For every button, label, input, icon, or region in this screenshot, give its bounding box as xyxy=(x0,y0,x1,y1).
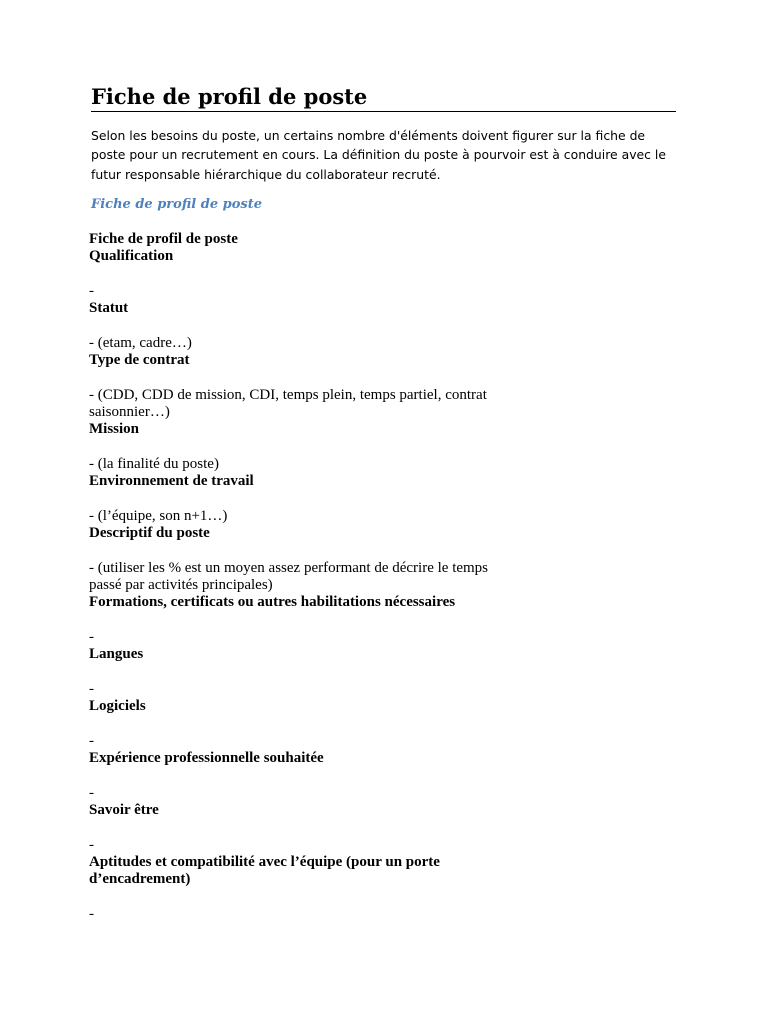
field-label-formations: Formations, certificats ou autres habilitations nécessaires xyxy=(89,594,456,610)
document-title: Fiche de profil de poste xyxy=(91,84,676,112)
field-label-langues: Langues xyxy=(89,646,144,662)
field-value-langues: - xyxy=(89,681,94,697)
field-label-mission: Mission xyxy=(89,421,140,437)
field-value-logiciels: - xyxy=(89,733,94,749)
field-value-experience: - xyxy=(89,785,94,801)
field-label-environnement: Environnement de travail xyxy=(89,473,254,489)
field-label-savoir-etre: Savoir être xyxy=(89,802,159,818)
field-label-logiciels: Logiciels xyxy=(89,698,146,714)
profile-fields xyxy=(89,231,509,923)
fields-heading: Fiche de profil de poste xyxy=(89,231,238,247)
field-value-descriptif: - (utiliser les % est un moyen assez performant de décrire le temps passé par activités principales) xyxy=(89,560,489,593)
field-value-mission: - (la finalité du poste) xyxy=(89,456,219,472)
field-value-formations: - xyxy=(89,629,94,645)
field-label-descriptif: Descriptif du poste xyxy=(89,525,210,541)
field-label-qualification: Qualification xyxy=(89,248,174,264)
intro-paragraph: Selon les besoins du poste, un certains nombre d'éléments doivent figurer sur la fiche de poste pour un recrutement en cours. La définition du poste à pourvoir est à conduire avec le futur responsable hiérarchique du collaborateur recruté. xyxy=(91,128,666,182)
field-label-type-contrat: Type de contrat xyxy=(89,352,190,368)
field-label-aptitudes: Aptitudes et compatibilité avec l’équipe (pour un porte d’encadrement) xyxy=(89,854,440,887)
field-label-statut: Statut xyxy=(89,300,129,316)
field-value-statut: - (etam, cadre…) xyxy=(89,335,192,351)
field-value-qualification: - xyxy=(89,283,94,299)
field-value-aptitudes: - xyxy=(89,906,94,922)
section-subtitle: Fiche de profil de poste xyxy=(91,197,262,212)
field-value-type-contrat: - (CDD, CDD de mission, CDI, temps plein, temps partiel, contrat saisonnier…) xyxy=(89,387,487,420)
field-value-environnement: - (l’équipe, son n+1…) xyxy=(89,508,228,524)
field-value-savoir-etre: - xyxy=(89,837,94,853)
field-label-experience: Expérience professionnelle souhaitée xyxy=(89,750,324,766)
